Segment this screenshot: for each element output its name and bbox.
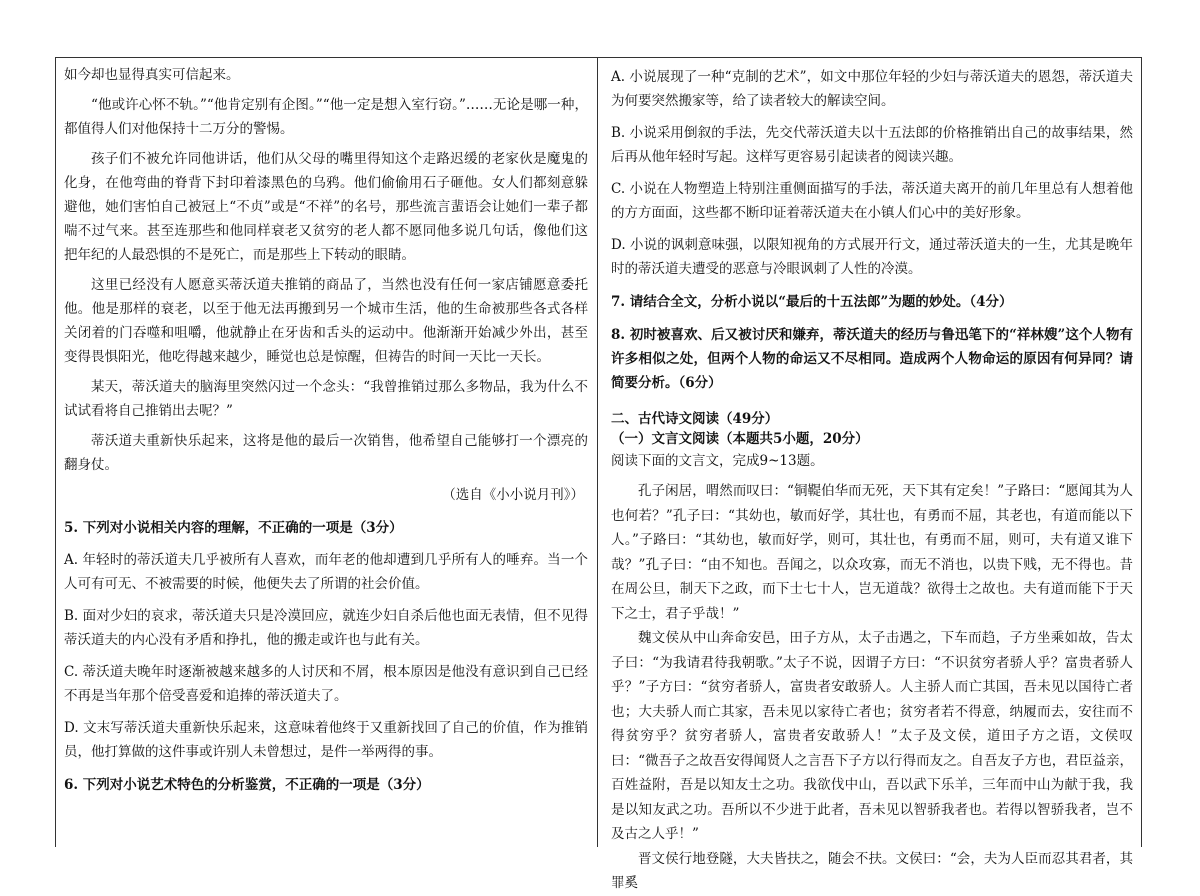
question-5-option-c: C. 蒂沃道夫晚年时逐渐被越来越多的人讨厌和不屑，根本原因是他没有意识到自己已经不再是当年那个倍受喜爱和追捧的蒂沃道夫了。: [64, 664, 588, 704]
reading-instruction: 阅读下面的文言文，完成9~13题。: [611, 453, 824, 469]
question-6-option-d: D. 小说的讽刺意味强，以限知视角的方式展开行文，通过蒂沃道夫的一生，尤其是晚年时的蒂沃道夫遭受的恶意与冷眼讽刺了人性的冷漠。: [611, 237, 1133, 277]
column-divider: [597, 57, 598, 847]
paragraph-suspicion: “他或许心怀不轨。”“他肯定别有企图。”“他一定是想入室行窃。”……无论是哪一种，都值得人们对他保持十二万分的警惕。: [64, 97, 588, 137]
paragraph-continue: 如今却也显得真实可信起来。: [64, 67, 240, 83]
right-column: [611, 63, 1133, 896]
question-6-option-c: C. 小说在人物塑造上特别注重侧面描写的手法，蒂沃道夫离开的前几年里总有人想着他的方方面面，这些都不断印证着蒂沃道夫在小镇人们心中的美好形象。: [611, 181, 1133, 221]
subsection-one-title: （一）文言文阅读（本题共5小题，20分）: [611, 431, 869, 447]
question-6-option-b: B. 小说采用倒叙的手法，先交代蒂沃道夫以十五法郎的价格推销出自己的故事结果，然后再从他年轻时写起。这样写更容易引起读者的阅读兴趣。: [611, 125, 1133, 165]
paragraph-happy-again: 蒂沃道夫重新快乐起来，这将是他的最后一次销售，他希望自己能够打一个漂亮的翻身仗。: [64, 433, 588, 473]
question-6-option-a: A. 小说展现了一种“克制的艺术”，如文中那位年轻的少妇与蒂沃道夫的恩怨，蒂沃道夫为何要突然搬家等，给了读者较大的解读空间。: [611, 69, 1133, 109]
paragraph-nobody-buys: 这里已经没有人愿意买蒂沃道夫推销的商品了，当然也没有任何一家店铺愿意委托他。他是那样的衰老，以至于他无法再搬到另一个城市生活，他的生命被那些各式各样关闭着的门吞噬和咀嚼，他就静止在牙齿和舌头的运动中。他渐渐开始减少外出，甚至变得畏惧阳光，他吃得越来越少，睡觉也总是惊醒，但祷告的时间一天比一天长。: [64, 277, 588, 365]
classical-text: [611, 479, 1133, 896]
question-5-title: 5. 下列对小说相关内容的理解，不正确的一项是（3分）: [64, 520, 403, 536]
classical-paragraph-1: 孔子闲居，喟然而叹曰：“铜鞮伯华而无死，天下其有定矣！”子路曰：“愿闻其为人也何若？”孔子曰：“其幼也，敏而好学，其壮也，有勇而不屈，其老也，有道而能以下人。”子路曰：“其幼也，敏而好学，则可，其壮也，有勇而不屈，则可，夫有道又谁下哉？”孔子曰：“由不知也。吾闻之，以众攻寡，而无不消也，以贵下贱，无不得也。昔在周公旦，制天下之政，而下士七十人，岂无道哉？欲得士之故也。夫有道而能下于天下之士，君子乎哉！”: [611, 483, 1133, 622]
paragraph-someday: 某天，蒂沃道夫的脑海里突然闪过一个念头：“我曾推销过那么多物品，我为什么不试试看将自己推销出去呢？”: [64, 379, 588, 419]
left-column: [64, 63, 588, 797]
section-two-title: 二、古代诗文阅读（49分）: [611, 411, 779, 427]
question-8: 8. 初时被喜欢、后又被讨厌和嫌弃，蒂沃道夫的经历与鲁迅笔下的“祥林嫂”这个人物有许多相似之处，但两个人物的命运又不尽相同。造成两个人物命运的原因有何异同？请简要分析。（6分）: [611, 327, 1133, 391]
question-5-option-d: D. 文末写蒂沃道夫重新快乐起来，这意味着他终于又重新找回了自己的价值，作为推销员，他打算做的这件事或许别人未曾想过，是件一举两得的事。: [64, 720, 588, 760]
paragraph-children: 孩子们不被允许同他讲话，他们从父母的嘴里得知这个走路迟缓的老家伙是魔鬼的化身，在他弯曲的脊背下封印着漆黑色的乌鸦。他们偷偷用石子砸他。女人们都刻意躲避他，她们害怕自己被冠上“不贞”或是“不祥”的名号，那些流言蜚语会让她们一辈子都喘不过气来。甚至连那些和他同样衰老又贫穷的老人都不愿同他多说几句话，像他们这把年纪的人最恐惧的不是死亡，而是那些上下转动的眼睛。: [64, 151, 588, 263]
question-5-option-a: A. 年轻时的蒂沃道夫几乎被所有人喜欢，而年老的他却遭到几乎所有人的唾弃。当一个人可有可无、不被需要的时候，他便失去了所谓的社会价值。: [64, 552, 588, 592]
question-7: 7. 请结合全文，分析小说以“最后的十五法郎”为题的妙处。（4分）: [611, 294, 1013, 310]
classical-paragraph-2: 魏文侯从中山奔命安邑，田子方从，太子击遇之，下车而趋，子方坐乘如故，告太子曰：“为我请君待我朝歌。”太子不说，因谓子方曰：“不识贫穷者骄人乎？富贵者骄人乎？”子方曰：“贫穷者骄人，富贵者安敢骄人。人主骄人而亡其国，吾未见以国待亡者也；大夫骄人而亡其家，吾未见以家待亡者也；贫穷者若不得意，纳履而去，安往而不得贫穷乎？贫穷者骄人，富贵者安敢骄人！”太子及文侯，道田子方之语，文侯叹曰：“微吾子之故吾安得闻贤人之言吾下子方以行得而友之。自吾友子方也，君臣益亲，百姓益附，吾是以知友士之功。我欲伐中山，吾以武下乐羊，三年而中山为献于我，我是以知友武之功。吾所以不少进于此者，吾未见以智骄我者也。若得以智骄我者，岂不及古之人乎！”: [611, 630, 1133, 842]
classical-paragraph-3: 晋文侯行地登隧，大夫皆扶之，随会不扶。文侯曰：“会，夫为人臣而忍其君者，其罪奚: [611, 850, 1133, 891]
question-6-title: 6. 下列对小说艺术特色的分析鉴赏，不正确的一项是（3分）: [64, 777, 430, 793]
source-citation: （选自《小小说月刊》）: [442, 487, 584, 503]
question-5-option-b: B. 面对少妇的哀求，蒂沃道夫只是冷漠回应，就连少妇自杀后他也面无表情，但不见得蒂沃道夫的内心没有矛盾和挣扎，他的搬走或许也与此有关。: [64, 608, 588, 648]
